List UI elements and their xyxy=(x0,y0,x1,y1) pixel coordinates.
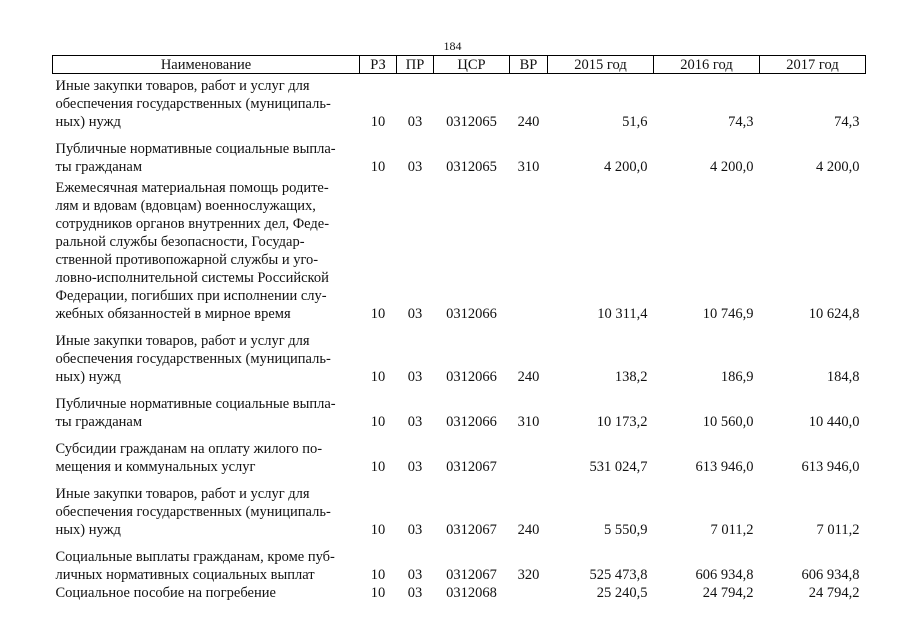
row-2015: 5 550,9 xyxy=(604,522,648,538)
row-name: Иные закупки товаров, работ и услуг для обеспечения государственных (муниципаль- ных) нужд xyxy=(55,486,331,538)
header-csr: ЦСР xyxy=(434,56,510,74)
row-csr: 0312065 xyxy=(446,159,497,175)
row-rz: 10 xyxy=(370,522,386,538)
row-2017: 7 011,2 xyxy=(816,522,860,538)
header-pr: ПР xyxy=(397,56,434,74)
row-pr: 03 xyxy=(407,159,423,175)
header-2017: 2017 год xyxy=(760,56,866,74)
row-2015: 25 240,5 xyxy=(596,585,648,601)
row-pr: 03 xyxy=(407,414,423,430)
row-rz: 10 xyxy=(370,414,386,430)
row-2016: 7 011,2 xyxy=(710,522,754,538)
row-2016: 613 946,0 xyxy=(695,459,754,475)
row-rz: 10 xyxy=(370,459,386,475)
row-csr: 0312066 xyxy=(446,369,497,385)
table-row xyxy=(53,476,866,539)
table-row xyxy=(53,176,866,323)
header-rz: РЗ xyxy=(360,56,397,74)
row-name: Иные закупки товаров, работ и услуг для обеспечения государственных (муниципаль- ных) нужд xyxy=(55,78,331,130)
row-pr: 03 xyxy=(407,369,423,385)
row-csr: 0312065 xyxy=(446,114,497,130)
header-name: Наименование xyxy=(53,56,360,74)
header-2016: 2016 год xyxy=(654,56,760,74)
row-vr: 240 xyxy=(517,369,540,385)
table-row xyxy=(53,431,866,476)
row-name: Социальные выплаты гражданам, кроме пуб- личных нормативных социальных выплат xyxy=(55,549,335,583)
row-2016: 606 934,8 xyxy=(695,567,754,583)
table-row xyxy=(53,584,866,602)
table-row xyxy=(53,539,866,584)
row-2017: 4 200,0 xyxy=(816,159,860,175)
row-vr xyxy=(510,176,548,323)
row-vr: 320 xyxy=(517,567,540,583)
row-csr: 0312067 xyxy=(446,567,497,583)
row-2015: 525 473,8 xyxy=(589,567,648,583)
row-rz: 10 xyxy=(370,567,386,583)
row-rz: 10 xyxy=(370,114,386,130)
row-rz: 10 xyxy=(370,585,386,601)
header-2015: 2015 год xyxy=(548,56,654,74)
row-2017: 184,8 xyxy=(826,369,860,385)
row-rz: 10 xyxy=(370,306,386,322)
row-2016: 74,3 xyxy=(728,114,754,130)
row-name: Иные закупки товаров, работ и услуг для обеспечения государственных (муниципаль- ных) нужд xyxy=(55,333,331,385)
table-row xyxy=(53,131,866,176)
row-2015: 531 024,7 xyxy=(589,459,648,475)
row-2016: 4 200,0 xyxy=(710,159,754,175)
row-2016: 186,9 xyxy=(720,369,754,385)
row-vr: 240 xyxy=(517,114,540,130)
row-2015: 10 311,4 xyxy=(597,306,648,322)
row-2015: 10 173,2 xyxy=(596,414,648,430)
row-name: Публичные нормативные социальные выпла- ты гражданам xyxy=(55,396,336,430)
table-row xyxy=(53,323,866,386)
row-2015: 4 200,0 xyxy=(604,159,648,175)
row-vr: 240 xyxy=(517,522,540,538)
row-rz: 10 xyxy=(370,159,386,175)
row-vr xyxy=(510,431,548,476)
row-pr: 03 xyxy=(407,585,423,601)
row-pr: 03 xyxy=(407,459,423,475)
row-vr: 310 xyxy=(517,159,540,175)
row-pr: 03 xyxy=(407,306,423,322)
table-row xyxy=(53,386,866,431)
row-2017: 606 934,8 xyxy=(801,567,860,583)
row-2016: 24 794,2 xyxy=(702,585,754,601)
row-name: Ежемесячная материальная помощь родите- лям и вдовам (вдовцам) военнослужащих, сотрудников органов внутренних дел, Феде- ральной службы безопасности, Государ- ственной противопожарной службы и уго- ловно-исполнительной системы Российской Федерации, погибших при исполнении слу- жебных обязанностей в мирное время xyxy=(55,180,330,322)
row-name: Социальное пособие на погребение xyxy=(55,585,276,601)
row-vr: 310 xyxy=(517,414,540,430)
row-name: Субсидии гражданам на оплату жилого по- мещения и коммунальных услуг xyxy=(55,441,323,475)
row-2016: 10 746,9 xyxy=(702,306,754,322)
row-2016: 10 560,0 xyxy=(702,414,754,430)
row-pr: 03 xyxy=(407,522,423,538)
budget-table xyxy=(52,55,866,602)
page-number: 184 xyxy=(443,39,462,53)
row-2017: 613 946,0 xyxy=(801,459,860,475)
row-2017: 10 624,8 xyxy=(808,306,860,322)
header-vr: ВР xyxy=(510,56,548,74)
table-row xyxy=(53,74,866,132)
row-2015: 138,2 xyxy=(614,369,648,385)
row-2017: 10 440,0 xyxy=(808,414,860,430)
row-csr: 0312067 xyxy=(446,459,497,475)
row-2017: 74,3 xyxy=(834,114,860,130)
row-csr: 0312066 xyxy=(446,414,497,430)
row-pr: 03 xyxy=(407,567,423,583)
row-csr: 0312066 xyxy=(446,306,497,322)
table-header-row xyxy=(53,56,866,74)
row-csr: 0312067 xyxy=(446,522,497,538)
row-name: Публичные нормативные социальные выпла- ты гражданам xyxy=(55,141,336,175)
row-vr xyxy=(510,584,548,602)
row-csr: 0312068 xyxy=(446,585,497,601)
row-pr: 03 xyxy=(407,114,423,130)
row-2015: 51,6 xyxy=(622,114,648,130)
row-2017: 24 794,2 xyxy=(808,585,860,601)
row-rz: 10 xyxy=(370,369,386,385)
